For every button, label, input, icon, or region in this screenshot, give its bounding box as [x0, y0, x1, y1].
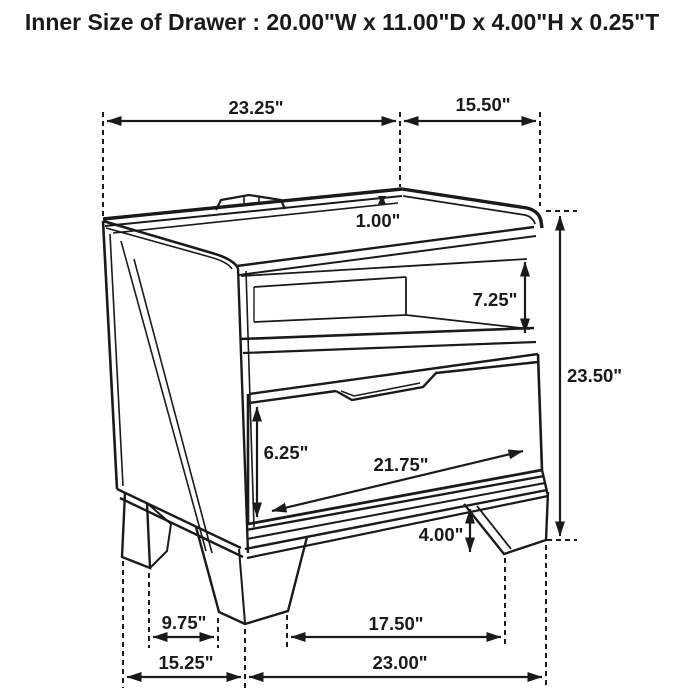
- dimension-label-top-width: 23.25": [228, 97, 284, 118]
- dim-overall-height: [546, 211, 622, 540]
- dimension-label-footprint-depth: 15.25": [158, 652, 214, 673]
- nightstand-line-art: [103, 189, 548, 624]
- dimension-label-top-thickness: 1.00": [355, 210, 401, 231]
- dimension-label-leg-height: 4.00": [418, 524, 464, 545]
- dimension-label-overall-height: 23.50": [567, 365, 623, 386]
- dim-left-legs-gap: [149, 573, 218, 648]
- dim-drawer-face-height: [257, 407, 308, 517]
- left-side-panel: [103, 221, 254, 557]
- dimension-label-drawer-face-width: 21.75": [373, 454, 429, 475]
- drawer-handle-notch: [336, 372, 437, 400]
- legs: [122, 492, 548, 624]
- dim-top-thickness: [356, 196, 401, 231]
- dimension-label-shelf-opening-height: 7.25": [472, 289, 518, 310]
- dimension-annotations: [103, 94, 622, 688]
- front-right-leg: [464, 492, 548, 554]
- dimension-label-footprint-width: 23.00": [372, 652, 428, 673]
- dimension-label-drawer-face-height: 6.25": [263, 442, 309, 463]
- dim-top-depth: [404, 94, 540, 206]
- dim-top-width: [103, 97, 400, 217]
- dimension-label-top-depth: 15.50": [455, 94, 511, 115]
- base-rails: [245, 470, 548, 558]
- dimension-label-front-legs-gap: 17.50": [368, 613, 424, 634]
- back-left-leg: [122, 493, 171, 568]
- drawing-title: Inner Size of Drawer : 20.00"W x 11.00"D x 4.00"H x 0.25"T: [24, 9, 660, 35]
- dim-front-legs-gap: [287, 558, 505, 648]
- dim-leg-height: [419, 509, 470, 552]
- dim-shelf-opening-height: [473, 262, 525, 333]
- dimension-label-left-legs-gap: 9.75": [161, 612, 207, 633]
